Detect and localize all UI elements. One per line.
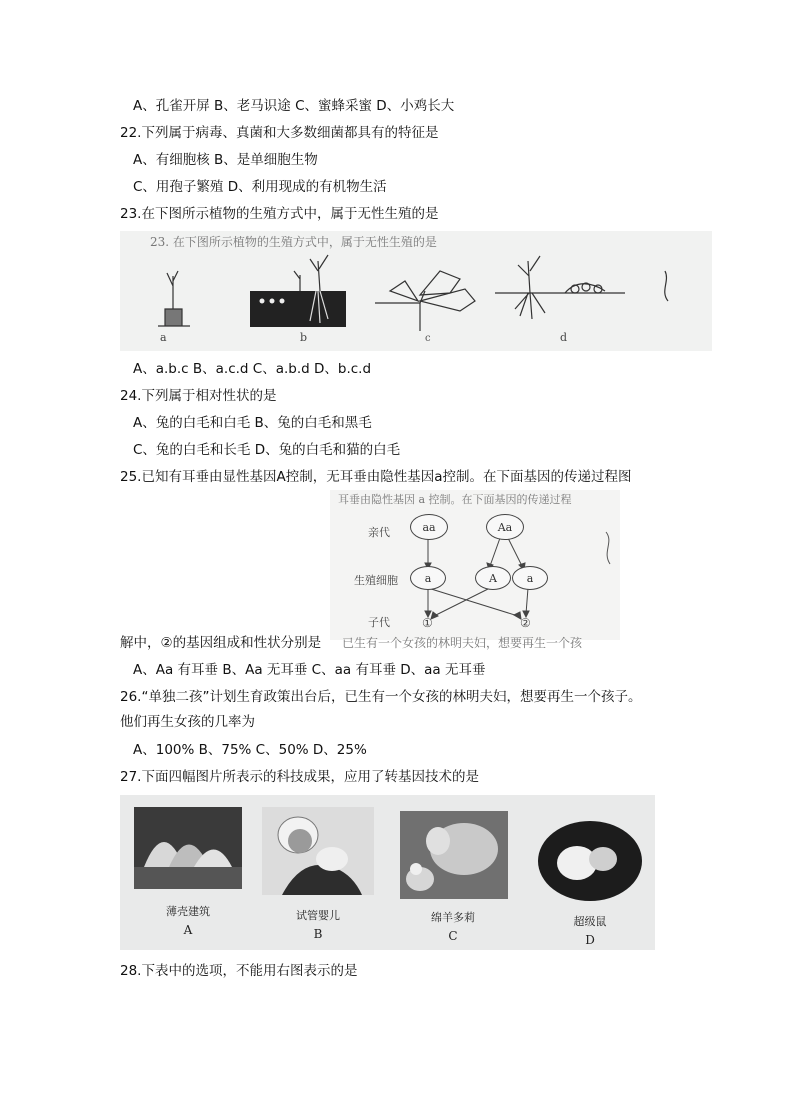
gamete-node-2: A	[475, 566, 511, 590]
q21-options: A、孔雀开屏 B、老马识途 C、蜜蜂采蜜 D、小鸡长大	[133, 98, 455, 114]
gamete-node-1: a	[410, 566, 446, 590]
photo-letter-b: B	[313, 927, 323, 941]
q26-stem-1: 26.“单独二孩”计划生育政策出台后，已生有一个女孩的林明夫妇，想要再生一个孩子。	[120, 689, 642, 705]
scan-mark	[600, 530, 620, 570]
figure-label-b: b	[300, 331, 308, 344]
photo-caption-b: 试管婴儿	[296, 909, 340, 922]
q23-figure	[120, 231, 712, 351]
photo-letter-d: D	[585, 933, 595, 947]
plant-reproduction-drawings	[120, 231, 712, 351]
q22-stem: 22.下列属于病毒、真菌和大多数细菌都具有的特征是	[120, 125, 439, 141]
q26-stem-2: 他们再生女孩的几率为	[120, 714, 255, 730]
gamete-node-3: a	[512, 566, 548, 590]
row-label-offspring: 子代	[368, 616, 390, 629]
q24-stem: 24.下列属于相对性状的是	[120, 388, 277, 404]
row-label-gametes: 生殖细胞	[354, 574, 398, 587]
q25-figure-bottom-text: 已生有一个女孩的林明夫妇，想要再生一个孩	[342, 636, 583, 650]
q23-figure-caption: 23. 在下图所示植物的生殖方式中，属于无性生殖的是	[150, 235, 437, 249]
photo-test-tube-baby	[262, 807, 374, 895]
parent-left-node: aa	[410, 514, 448, 540]
q23-stem: 23.在下图所示植物的生殖方式中，属于无性生殖的是	[120, 206, 439, 222]
photo-letter-a: A	[183, 923, 193, 937]
q25-figure-top-text: 耳垂由隐性基因 a 控制。在下面基因的传递过程	[338, 493, 572, 506]
photo-super-mouse	[535, 815, 645, 907]
q27-figure	[120, 795, 655, 950]
q24-options-2: C、兔的白毛和长毛 D、兔的白毛和猫的白毛	[133, 442, 401, 458]
offspring-1: ①	[422, 616, 433, 630]
q24-options-1: A、兔的白毛和白毛 B、兔的白毛和黑毛	[133, 415, 372, 431]
photo-caption-a: 薄壳建筑	[166, 905, 210, 918]
photo-letter-c: C	[448, 929, 458, 943]
figure-label-a: a	[160, 331, 167, 344]
q25-stem: 25.已知有耳垂由显性基因A控制，无耳垂由隐性基因a控制。在下面基因的传递过程图	[120, 469, 632, 485]
q26-options: A、100% B、75% C、50% D、25%	[133, 742, 367, 758]
q25-options: A、Aa 有耳垂 B、Aa 无耳垂 C、aa 有耳垂 D、aa 无耳垂	[133, 662, 486, 678]
q25-figure	[330, 490, 620, 640]
photo-thin-shell-building	[134, 807, 242, 889]
parent-right-node: Aa	[486, 514, 524, 540]
offspring-2: ②	[520, 616, 531, 630]
row-label-parents: 亲代	[368, 526, 390, 539]
figure-label-d: d	[560, 331, 568, 344]
q25-stem-cont: 解中，②的基因组成和性状分别是	[120, 635, 322, 651]
photo-caption-d: 超级鼠	[573, 915, 607, 928]
q22-options-1: A、有细胞核 B、是单细胞生物	[133, 152, 318, 168]
q27-stem: 27.下面四幅图片所表示的科技成果，应用了转基因技术的是	[120, 769, 479, 785]
q23-options: A、a.b.c B、a.c.d C、a.b.d D、b.c.d	[133, 361, 372, 377]
photo-dolly-sheep	[400, 811, 508, 899]
gene-transfer-arrows	[330, 490, 620, 640]
q28-stem: 28.下表中的选项，不能用右图表示的是	[120, 963, 358, 979]
photo-caption-c: 绵羊多莉	[431, 911, 475, 924]
q22-options-2: C、用孢子繁殖 D、利用现成的有机物生活	[133, 179, 387, 195]
svg-text:c: c	[425, 333, 431, 344]
